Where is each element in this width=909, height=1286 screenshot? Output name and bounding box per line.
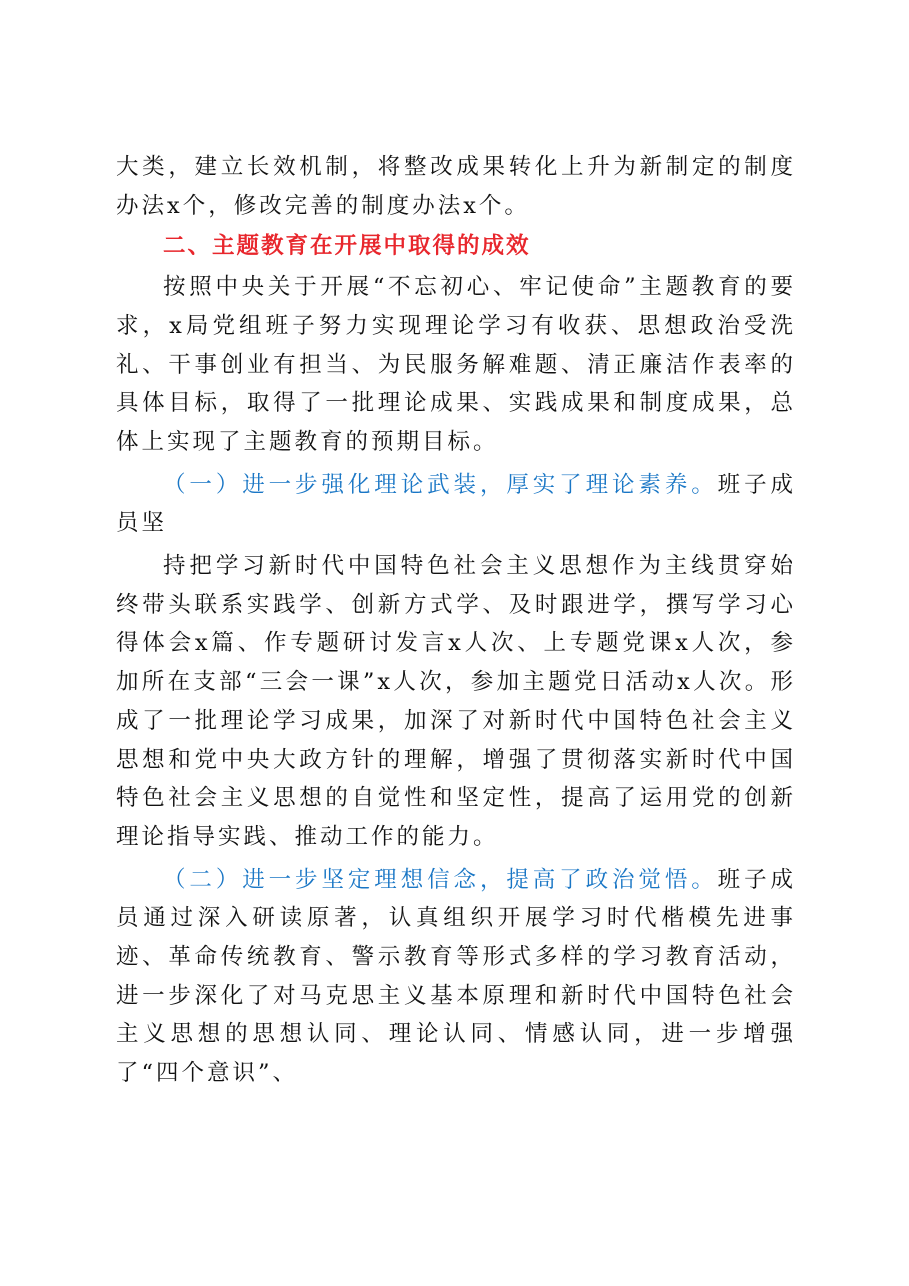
paragraph-subsection-1 bbox=[116, 466, 796, 543]
paragraph-continuation: 大类，建立长效机制，将整改成果转化上升为新制定的制度办法x个，修改完善的制度办法x个。 bbox=[116, 154, 796, 219]
paragraph-theory-study: 持把学习新时代中国特色社会主义思想作为主线贯穿始终带头联系实践学、创新方式学、及时跟进学，撰写学习心得体会x篇、作专题研讨发言x人次、上专题党课x人次，参加所在支部“三会一课”x人次，参加主题党日活动x人次。形成了一批理论学习成果，加深了对新时代中国特色社会主义思想和党中央大政方针的理解，增强了贯彻落实新时代中国特色社会主义思想的自觉性和坚定性，提高了运用党的创新理论指导实践、推动工作的能力。 bbox=[116, 553, 796, 850]
subsection-heading-2: （二）进一步坚定理想信念，提高了政治觉悟。 bbox=[163, 866, 718, 893]
subsection-heading-1: （一）进一步强化理论武装，厚实了理论素养。 bbox=[163, 471, 718, 498]
section-heading: 二、主题教育在开展中取得的成效 bbox=[163, 233, 531, 260]
subsection-2-text: 班子成员通过深入研读原著，认真组织开展学习时代楷模先进事迹、革命传统教育、警示教育等形式多样的学习教育活动，进一步深化了对马克思主义基本原理和新时代中国特色社会主义思想的思想认同、理论认同、情感认同，进一步增强了“四个意识”、 bbox=[116, 866, 796, 1087]
paragraph-subsection-2 bbox=[116, 861, 796, 1093]
paragraph-intro: 按照中央关于开展“不忘初心、牢记使命”主题教育的要求，x局党组班子努力实现理论学习有收获、思想政治受洗礼、干事创业有担当、为民服务解难题、清正廉洁作表率的具体目标，取得了一批理论成果、实践成果和制度成果，总体上实现了主题教育的预期目标。 bbox=[116, 274, 796, 455]
subsection-1-lead: 班子成员坚 bbox=[116, 471, 796, 537]
document-body bbox=[116, 148, 796, 1093]
